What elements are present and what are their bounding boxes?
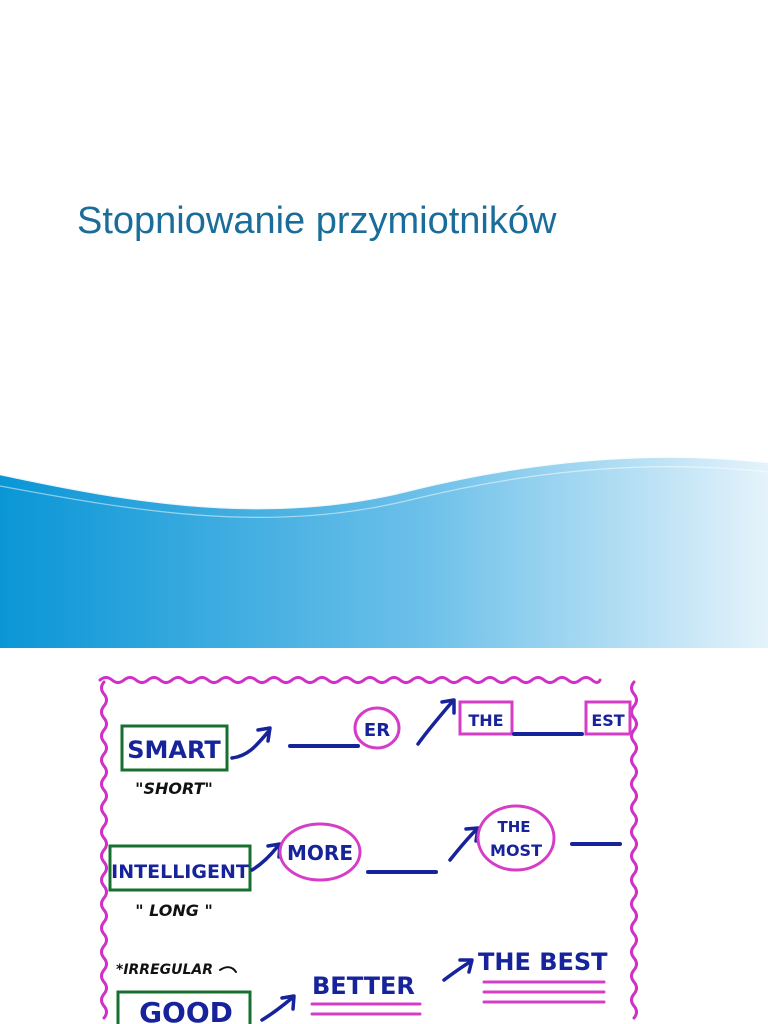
arrow-icon <box>232 732 268 758</box>
word-the-best: THE BEST <box>478 948 608 976</box>
prefix-the: THE <box>468 711 504 730</box>
word-most: MOST <box>490 841 542 860</box>
slide-title: Stopniowanie przymiotników <box>77 200 557 242</box>
word-better: BETTER <box>312 972 415 1000</box>
arrow-icon <box>262 998 292 1020</box>
word-more: MORE <box>287 841 353 865</box>
note-long: " LONG " <box>135 901 213 920</box>
row-intelligent <box>110 806 620 920</box>
arrow-icon <box>450 830 476 860</box>
comparative-adjectives-drawing <box>0 648 768 1024</box>
label-irregular: *IRREGULAR <box>116 962 214 978</box>
adjective-good: GOOD <box>139 996 233 1024</box>
note-short: "SHORT" <box>135 779 213 798</box>
arrow-icon <box>418 702 452 744</box>
suffix-est: EST <box>591 711 625 730</box>
word-the: THE <box>497 818 531 836</box>
adjective-smart: SMART <box>127 736 221 764</box>
arrow-icon <box>252 846 278 870</box>
adjective-intelligent: INTELLIGENT <box>111 861 249 883</box>
arrow-icon <box>444 962 470 980</box>
suffix-er: ER <box>363 720 391 741</box>
superlative-circle <box>478 806 554 870</box>
decorative-wave-band <box>0 436 768 648</box>
row-smart <box>122 700 630 798</box>
row-good <box>116 948 608 1024</box>
